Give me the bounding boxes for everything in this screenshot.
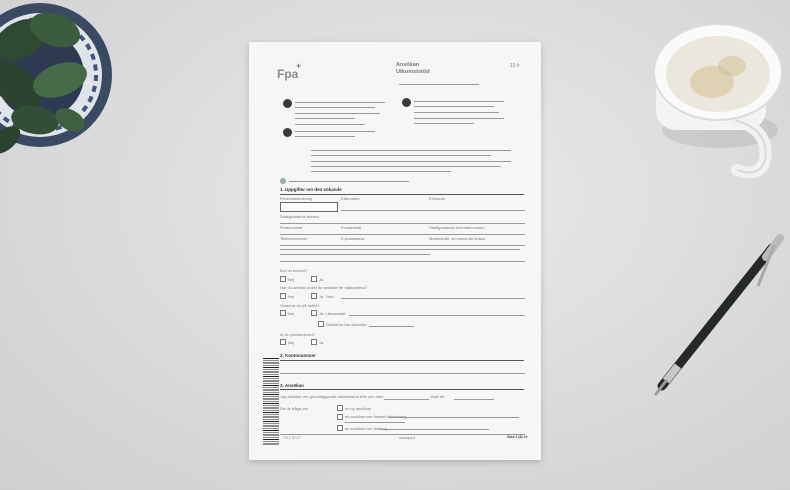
section-1-heading: 1. Uppgifter om den sökande [280, 187, 342, 192]
studerar-ja-checkbox[interactable] [311, 310, 317, 316]
fortsatt-label: en ansökan om fortsatt utbetalning [345, 414, 407, 419]
info-line [295, 136, 355, 137]
note-line [289, 181, 409, 182]
fortsatt-text-line [389, 417, 519, 418]
arbete-nej-checkbox[interactable] [280, 293, 286, 299]
coffee-mug [640, 10, 790, 190]
section-3-heading: 3. Ansökan [280, 383, 304, 388]
info-line [295, 118, 355, 119]
info-line [414, 106, 494, 107]
bor-ensam-ja-checkbox[interactable] [311, 276, 317, 282]
info-line [295, 113, 380, 114]
laroanstalt-field-line[interactable] [349, 315, 525, 316]
info-line [295, 131, 375, 132]
studierna-field-line[interactable] [369, 326, 414, 327]
nej-label: Nej [288, 277, 295, 282]
section-3-rule [280, 389, 524, 390]
det-ar-label: Det är fråga om [280, 406, 308, 411]
question-arbete: Har du arbetat under de senaste tre månaderna? [280, 285, 367, 290]
info-line [295, 102, 385, 103]
section-2-heading: 2. Kontonummer [280, 353, 316, 358]
yrke-field-line[interactable] [341, 298, 525, 299]
label-telefon: Telefonnummer [280, 236, 308, 241]
pensionerad-nej-checkbox[interactable] [280, 339, 286, 345]
andring-checkbox[interactable] [337, 425, 343, 431]
label-kommun: Stadigvarande boendekommun [429, 225, 485, 230]
label-modersmal: Modersmål, om annat än finska [429, 236, 485, 241]
studierna-avbrutits-checkbox[interactable] [318, 321, 324, 327]
fortsatt-checkbox[interactable] [337, 414, 343, 420]
title-divider [399, 84, 479, 85]
pensionerad-ja-checkbox[interactable] [311, 339, 317, 345]
studierna-label: Studierna har avbrutits: [326, 322, 368, 327]
to-date-line[interactable] [454, 399, 494, 400]
adress-field-line[interactable] [280, 223, 525, 224]
form-title-line2: Utkomststöd [396, 69, 430, 75]
section-1-rule [280, 194, 524, 195]
nej-label: Nej [288, 340, 295, 345]
info-mail-icon [402, 98, 411, 107]
arbete-ja-checkbox[interactable] [311, 293, 317, 299]
fpa-logo: Fpa [277, 67, 299, 81]
postal-field-line[interactable] [280, 234, 525, 235]
intro-line [311, 150, 511, 151]
contact-field-line[interactable] [280, 245, 525, 246]
question-pensionerad: Är du pensionerad? [280, 332, 315, 337]
info-computer-icon [283, 99, 292, 108]
label-postnummer: Postnummer [280, 225, 303, 230]
bor-ensam-nej-checkbox[interactable] [280, 276, 286, 282]
info-line [295, 124, 365, 125]
kontonummer-field-line[interactable] [280, 373, 525, 374]
logo-cross-icon: ✚ [296, 64, 302, 70]
potted-plant [0, 0, 120, 190]
info-line [414, 112, 499, 113]
divider [280, 261, 525, 262]
nej-label: Nej [288, 294, 295, 299]
nej-label: Nej [288, 311, 295, 316]
form-title [396, 62, 430, 76]
ja-label: Ja [319, 277, 324, 282]
personbeteckning-field[interactable] [280, 202, 338, 212]
intro-line [311, 161, 511, 162]
fran-till-label: fram till [431, 394, 444, 399]
intro-line [311, 171, 451, 172]
footer-page: Sida 1 (8) ## [507, 435, 528, 439]
info-line [414, 123, 474, 124]
application-form-sheet [249, 42, 541, 460]
intro-line [311, 166, 501, 167]
note-icon [280, 178, 286, 184]
label-personbeteckning: Personbeteckning [280, 196, 313, 201]
ansoker-text: Jag ansöker om grundläggande utkomststöd från och med [280, 394, 384, 399]
ny-ansokan-checkbox[interactable] [337, 405, 343, 411]
intro-line [311, 155, 491, 156]
question-bor-ensam: Bor du ensam? [280, 268, 308, 273]
fortsatt-text-line [345, 422, 405, 423]
name-field-line[interactable] [341, 210, 525, 211]
info-line [414, 118, 504, 119]
question-studerar: Studerar du på heltid? [280, 303, 320, 308]
footer-mid: www.fpa.fi [399, 436, 415, 440]
note-text-line [280, 254, 430, 255]
section-2-rule [280, 360, 524, 361]
from-date-line[interactable] [384, 399, 429, 400]
studerar-nej-checkbox[interactable] [280, 310, 286, 316]
ny-ansokan-label: en ny ansökan [345, 406, 372, 411]
barcode [263, 358, 279, 446]
note-text-line [280, 249, 520, 250]
ja-label: Ja [319, 340, 324, 345]
label-epost: E-postadress [341, 236, 365, 241]
label-postanstalt: Postanstalt [341, 225, 361, 230]
footer-rule [280, 434, 525, 435]
andring-label: en ansökan om ändring [345, 426, 387, 431]
label-efternamn: Efternamn [341, 196, 360, 201]
andring-text-line [379, 429, 489, 430]
form-title-line1: Ansökan [396, 62, 420, 68]
info-line [414, 101, 504, 102]
label-fornamn: Förnamn [429, 196, 446, 201]
yrke-label: Ja. Yrke: [319, 294, 335, 299]
info-phone-icon [283, 128, 292, 137]
footer-code: TO 1 07.17 [283, 436, 301, 440]
ballpoint-pen [640, 230, 790, 400]
laroanstalt-label: Ja. Läroanstalt: [319, 311, 347, 316]
label-adress: Stadigvarande adress [280, 214, 319, 219]
form-code: 10 lr [510, 63, 520, 69]
info-line [295, 107, 375, 108]
